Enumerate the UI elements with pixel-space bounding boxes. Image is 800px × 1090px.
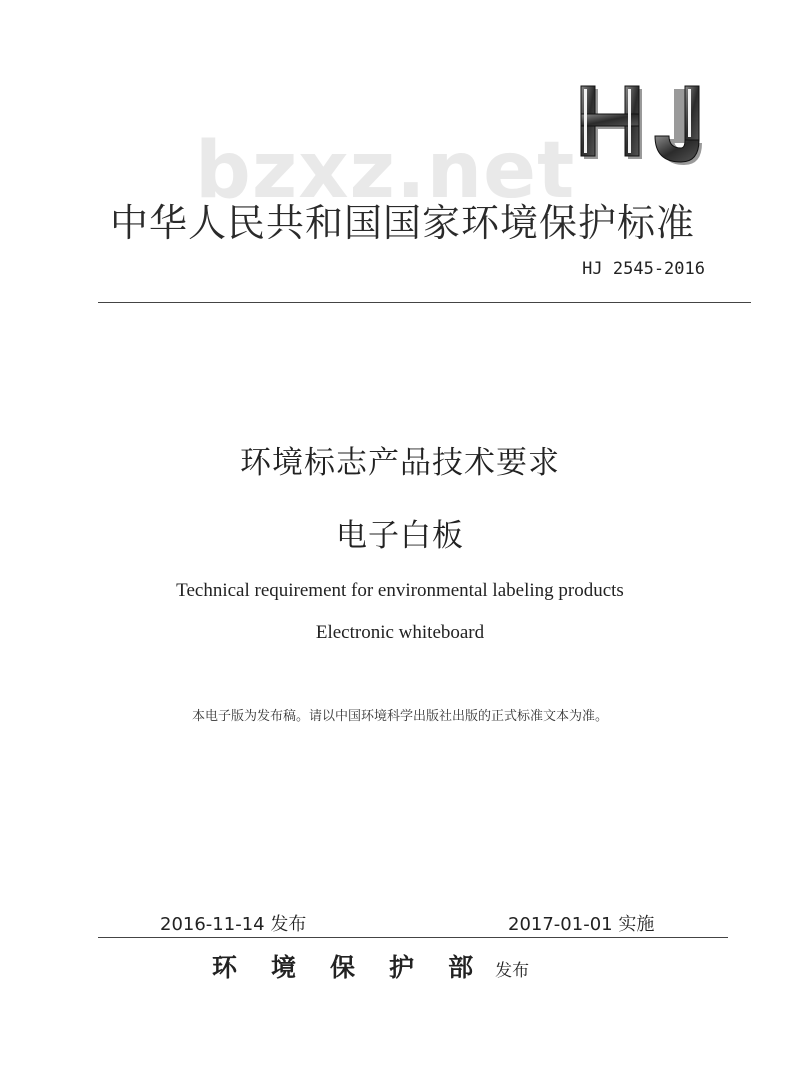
issuer-char: 环 — [212, 953, 238, 982]
document-title-en: Technical requirement for environmental labeling products — [176, 580, 624, 601]
standard-title: 中华人民共和国国家环境保护标准 — [110, 201, 696, 245]
issuer-char: 护 — [389, 953, 415, 982]
publication-notice: 本电子版为发布稿。请以中国环境科学出版社出版的正式标准文本为准。 — [191, 709, 608, 724]
standard-number: HJ 2545-2016 — [582, 259, 705, 279]
issuer-suffix: 发布 — [495, 961, 530, 981]
issuer-line — [212, 948, 529, 984]
issuer-name — [212, 948, 473, 984]
document-subtitle-cn: 电子白板 — [336, 518, 464, 554]
effective-date: 2017-01-01 实施 — [508, 914, 655, 935]
hj-logo — [575, 80, 710, 170]
watermark-text: bzxz.net — [195, 126, 576, 216]
issuer-char: 部 — [448, 953, 474, 982]
publish-date: 2016-11-14 发布 — [160, 914, 307, 935]
issuer-char: 境 — [271, 953, 297, 982]
issuer-char: 保 — [330, 953, 356, 982]
bottom-divider — [98, 937, 728, 938]
document-title-cn: 环境标志产品技术要求 — [240, 445, 560, 481]
document-subtitle-en: Electronic whiteboard — [315, 622, 485, 643]
top-divider — [98, 302, 751, 303]
